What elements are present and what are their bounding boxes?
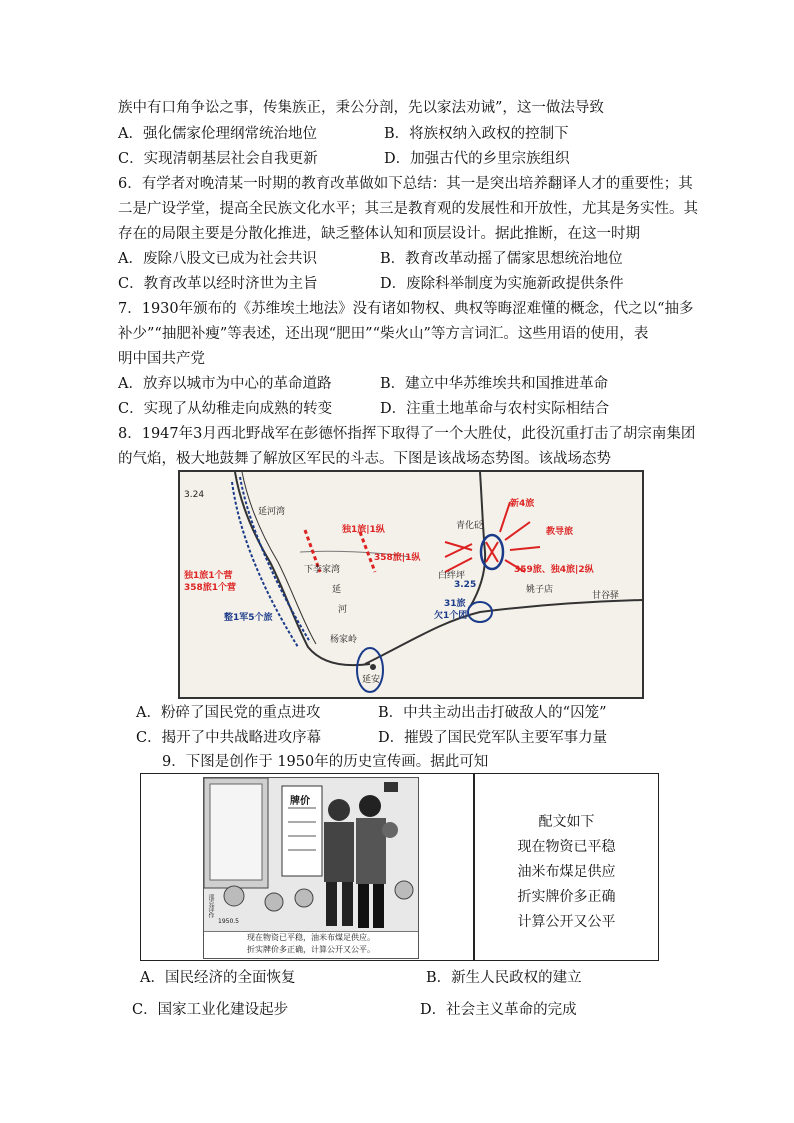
q5-stem-tail: 族中有口角争讼之事，传集族正，秉公分剖，先以家法劝诫”，这一做法导致 bbox=[118, 100, 604, 116]
map-unit-31: 31旅 bbox=[444, 599, 466, 609]
battle-map-drawing bbox=[180, 472, 642, 697]
poster-text-title: 配文如下 bbox=[538, 814, 595, 830]
q8-stem-line1: 8．1947年3月西北野战军在彭德怀指挥下取得了一个大胜仗，此役沉重打击了胡宗南集团 bbox=[118, 426, 696, 442]
map-unit-359: 359旅、独4旅|2纵 bbox=[514, 565, 594, 575]
q7-option-d: D．注重土地革命与农村实际相结合 bbox=[380, 401, 610, 417]
map-unit-31b: 欠1个团 bbox=[434, 611, 468, 621]
q5-option-a: A．强化儒家伦理纲常统治地位 bbox=[118, 126, 317, 142]
map-unit-zheng1: 整1军5个旅 bbox=[224, 613, 273, 623]
battle-map bbox=[178, 470, 644, 699]
poster-signature: 邵克萍作 bbox=[207, 894, 214, 918]
map-place-yanan: 延安 bbox=[362, 675, 381, 685]
q8-option-d: D．摧毁了国民党军队主要军事力量 bbox=[378, 730, 608, 746]
q7-stem-line3: 明中国共产党 bbox=[118, 351, 205, 367]
map-place-baijiaping: 白绊坪 bbox=[438, 571, 466, 581]
map-river-yan: 延 bbox=[332, 585, 342, 595]
propaganda-poster-image bbox=[203, 777, 419, 959]
q9-option-b: B．新生人民政权的建立 bbox=[426, 970, 582, 986]
q9-stem: 9．下图是创作于 1950年的历史宣传画。据此可知 bbox=[162, 754, 489, 770]
map-place-yanhewan: 延河湾 bbox=[258, 507, 286, 517]
poster-caption-line1: 现在物资已平稳，油米布煤足供应。 bbox=[247, 933, 375, 942]
q5-option-c: C．实现清朝基层社会自我更新 bbox=[118, 151, 318, 167]
poster-caption-line2: 折实牌价多正确，计算公开又公平。 bbox=[247, 945, 375, 954]
poster-illustration bbox=[204, 778, 418, 932]
q8-option-a: A．粉碎了国民党的重点进攻 bbox=[136, 705, 321, 721]
q8-stem-line2: 的气焰，极大地鼓舞了解放区军民的斗志。下图是该战场态势图。该战场态势 bbox=[118, 451, 611, 467]
q7-option-c: C．实现了从幼稚走向成熟的转变 bbox=[118, 401, 333, 417]
map-unit-du1: 独1旅|1纵 bbox=[342, 525, 385, 535]
poster-text-line4: 计算公开又公平 bbox=[517, 914, 616, 930]
map-unit-358: 358旅|1纵 bbox=[374, 553, 421, 563]
q6-option-b: B．教育改革动摇了儒家思想统治地位 bbox=[380, 251, 623, 267]
map-place-yaodian: 姚子店 bbox=[526, 585, 554, 595]
q6-option-c: C．教育改革以经时济世为主旨 bbox=[118, 276, 318, 292]
poster-board-text: 牌价 bbox=[290, 796, 310, 807]
poster-accompanying-text bbox=[475, 810, 658, 935]
q7-option-b: B．建立中华苏维埃共和国推进革命 bbox=[380, 376, 609, 392]
q9-option-c: C．国家工业化建设起步 bbox=[132, 1002, 289, 1018]
q6-stem-line2: 二是广设学堂，提高全民族文化水平；其三是教育观的发展性和开放性，尤其是务实性。其 bbox=[118, 201, 698, 217]
q6-stem-line1: 6．有学者对晚清某一时期的教育改革做如下总结：其一是突出培养翻译人才的重要性；其 bbox=[118, 176, 693, 192]
map-unit-xin4: 新4旅 bbox=[510, 499, 535, 509]
q7-stem-line1: 7．1930年颁布的《苏维埃土地法》没有诸如物权、典权等晦涩难懂的概念，代之以“抽多 bbox=[118, 301, 694, 317]
q5-option-d: D．加强古代的乡里宗族组织 bbox=[384, 151, 570, 167]
q9-option-a: A．国民经济的全面恢复 bbox=[140, 970, 296, 986]
map-river-he: 河 bbox=[338, 605, 348, 615]
q8-option-c: C．揭开了中共战略进攻序幕 bbox=[136, 730, 322, 746]
q5-option-b: B．将族权纳入政权的控制下 bbox=[384, 126, 569, 142]
map-place-xiaguaqiao: 下李家湾 bbox=[304, 565, 341, 575]
q7-stem-line2: 补少”“抽肥补瘦”等表述，还出现“肥田”“柴火山”等方言词汇。这些用语的使用，表 bbox=[118, 326, 649, 342]
poster-year: 1950.5 bbox=[218, 918, 239, 925]
q6-option-a: A．废除八股文已成为社会共识 bbox=[118, 251, 317, 267]
q6-option-d: D．废除科举制度为实施新政提供条件 bbox=[380, 276, 624, 292]
map-place-ganguyi: 甘谷驿 bbox=[592, 591, 620, 601]
map-date-top: 3.24 bbox=[184, 490, 205, 500]
poster-table bbox=[140, 773, 659, 961]
map-left-red1: 独1旅1个营 bbox=[184, 571, 233, 581]
q6-stem-line3: 存在的局限主要是分散化推进，缺乏整体认知和顶层设计。据此推断，在这一时期 bbox=[118, 226, 640, 242]
map-date-mid: 3.25 bbox=[454, 580, 477, 590]
q9-option-d: D．社会主义革命的完成 bbox=[420, 1002, 577, 1018]
map-unit-jiaodao: 教导旅 bbox=[546, 527, 574, 537]
poster-text-line2: 油米布煤足供应 bbox=[517, 864, 616, 880]
map-place-qinghuabian: 青化砭 bbox=[456, 521, 484, 531]
poster-text-line3: 折实牌价多正确 bbox=[517, 889, 616, 905]
q7-option-a: A．放弃以城市为中心的革命道路 bbox=[118, 376, 332, 392]
q8-option-b: B．中共主动出击打破敌人的“囚笼” bbox=[378, 705, 607, 721]
map-place-yangjialing: 杨家岭 bbox=[330, 635, 358, 645]
poster-caption bbox=[204, 931, 418, 958]
map-left-red2: 358旅1个营 bbox=[184, 583, 237, 593]
poster-text-line1: 现在物资已平稳 bbox=[517, 839, 616, 855]
